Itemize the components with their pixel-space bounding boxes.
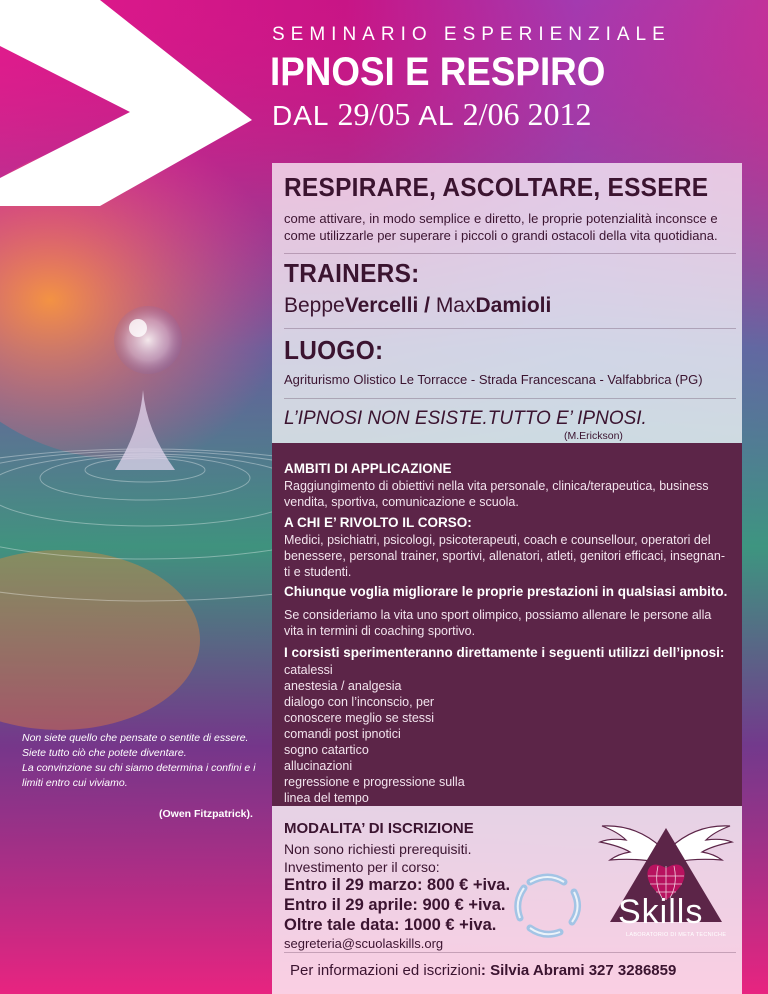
event-title: IPNOSI E RESPIRO — [270, 50, 606, 94]
event-dates — [272, 96, 592, 133]
quote-line: limiti entro cui viviamo. — [22, 777, 128, 789]
list-item: anestesia / analgesia — [284, 679, 402, 693]
luogo-text: Agriturismo Olistico Le Torracce - Strada Francescana - Valfabbrica (PG) — [284, 372, 703, 387]
divider — [284, 328, 736, 329]
quote-line: Non siete quello che pensate o sentite di essere. — [22, 732, 249, 744]
iscrizione-line: Non sono richiesti prerequisiti. — [284, 841, 472, 857]
contact-email[interactable]: segreteria@scuolaskills.org — [284, 936, 444, 951]
price-list — [284, 875, 510, 935]
iscrizione-heading: MODALITA’ DI ISCRIZIONE — [284, 820, 474, 837]
sport-line: Se consideriamo la vita uno sport olimpico, possiamo allenare le persone alla — [284, 608, 712, 622]
trainers-heading: TRAINERS: — [284, 258, 420, 288]
section1-line: come attivare, in modo semplice e diretto, le proprie potenzialità inconsce e — [284, 211, 718, 226]
trainers-names — [284, 294, 551, 318]
footer-info — [290, 962, 676, 979]
luogo-heading: LUOGO: — [284, 335, 384, 365]
ambiti-line: Raggiungimento di obiettivi nella vita personale, clinica/terapeutica, business — [284, 479, 709, 493]
divider — [284, 952, 736, 953]
trainer1-last: Vercelli — [344, 294, 419, 317]
rivolto-line: Medici, psichiatri, psicologi, psicoterapeuti, coach e counsellour, operatori del — [284, 533, 711, 547]
sport-line: vita in termini di coaching sportivo. — [284, 624, 476, 638]
price-item: Entro il 29 aprile: 900 € +iva. — [284, 896, 506, 914]
dates-dal: DAL — [272, 100, 330, 131]
list-item: dialogo con l’inconscio, per — [284, 695, 435, 709]
trainer2-first: Max — [435, 294, 476, 317]
sport-text — [284, 607, 736, 639]
footer-contact: : Silvia Abrami 327 3286859 — [480, 962, 677, 979]
trainer2-last: Damioli — [475, 294, 552, 317]
rivolto-heading: A CHI E’ RIVOLTO IL CORSO: — [284, 515, 472, 530]
divider — [284, 253, 736, 254]
quote-line: Siete tutto ciò che potete diventare. — [22, 747, 187, 759]
section-heading-respirare: RESPIRARE, ASCOLTARE, ESSERE — [284, 172, 709, 202]
list-item: allucinazioni — [284, 759, 353, 773]
price-item: Entro il 29 marzo: 800 € +iva. — [284, 876, 511, 894]
section1-line: come utilizzarle per superare i piccoli o grandi ostacoli della vita quotidiana. — [284, 228, 718, 243]
section1-text — [284, 210, 744, 244]
utilizzi-list — [284, 662, 544, 806]
ambiti-text — [284, 478, 736, 510]
list-item: conoscere meglio se stessi — [284, 711, 435, 725]
list-item: linea del tempo — [284, 791, 369, 805]
dates-al: AL — [418, 100, 455, 131]
date-to: 2/06 2012 — [462, 96, 592, 132]
price-item: Oltre tale data: 1000 € +iva. — [284, 916, 497, 934]
iscrizione-text — [284, 840, 472, 876]
hands-circle-icon — [508, 868, 588, 940]
utilizzi-heading: I corsisti sperimenteranno direttamente i seguenti utilizzi dell’ipnosi: — [284, 645, 725, 660]
list-item: regressione e progressione sulla — [284, 775, 465, 789]
ambiti-heading: AMBITI DI APPLICAZIONE — [284, 461, 452, 476]
logo-tagline: LABORATORIO DI META TECNICHE — [626, 932, 727, 938]
ambiti-line: vendita, sportiva, comunicazione e scuola. — [284, 495, 519, 509]
quote-text — [22, 731, 262, 791]
logo-name: Skills — [618, 893, 704, 931]
trainer-separator: / — [418, 294, 436, 317]
motto-text: L’IPNOSI NON ESISTE.TUTTO E’ IPNOSI. — [284, 408, 647, 429]
quote-line: La convinzione su chi siamo determina i confini e i — [22, 762, 256, 774]
chiunque-text: Chiunque voglia migliorare le proprie prestazioni in qualsiasi ambito. — [284, 584, 728, 599]
quote-author: (Owen Fitzpatrick). — [159, 808, 253, 820]
motto-author: (M.Erickson) — [564, 430, 623, 442]
rivolto-line: benessere, personal trainer, sportivi, allenatori, atleti, genitori efficaci, insegnan- — [284, 549, 725, 563]
seminar-subtitle: SEMINARIO ESPERIENZIALE — [272, 24, 671, 45]
date-from: 29/05 — [337, 96, 411, 132]
divider — [284, 398, 736, 399]
list-item: catalessi — [284, 663, 333, 677]
footer-label: Per informazioni ed iscrizioni — [290, 962, 481, 979]
list-item: comandi post ipnotici — [284, 727, 401, 741]
list-item: sogno catartico — [284, 743, 369, 757]
trainer1-first: Beppe — [284, 294, 345, 317]
rivolto-line: ti e studenti. — [284, 565, 352, 579]
iscrizione-line: Investimento per il corso: — [284, 859, 440, 875]
rivolto-text — [284, 532, 736, 580]
